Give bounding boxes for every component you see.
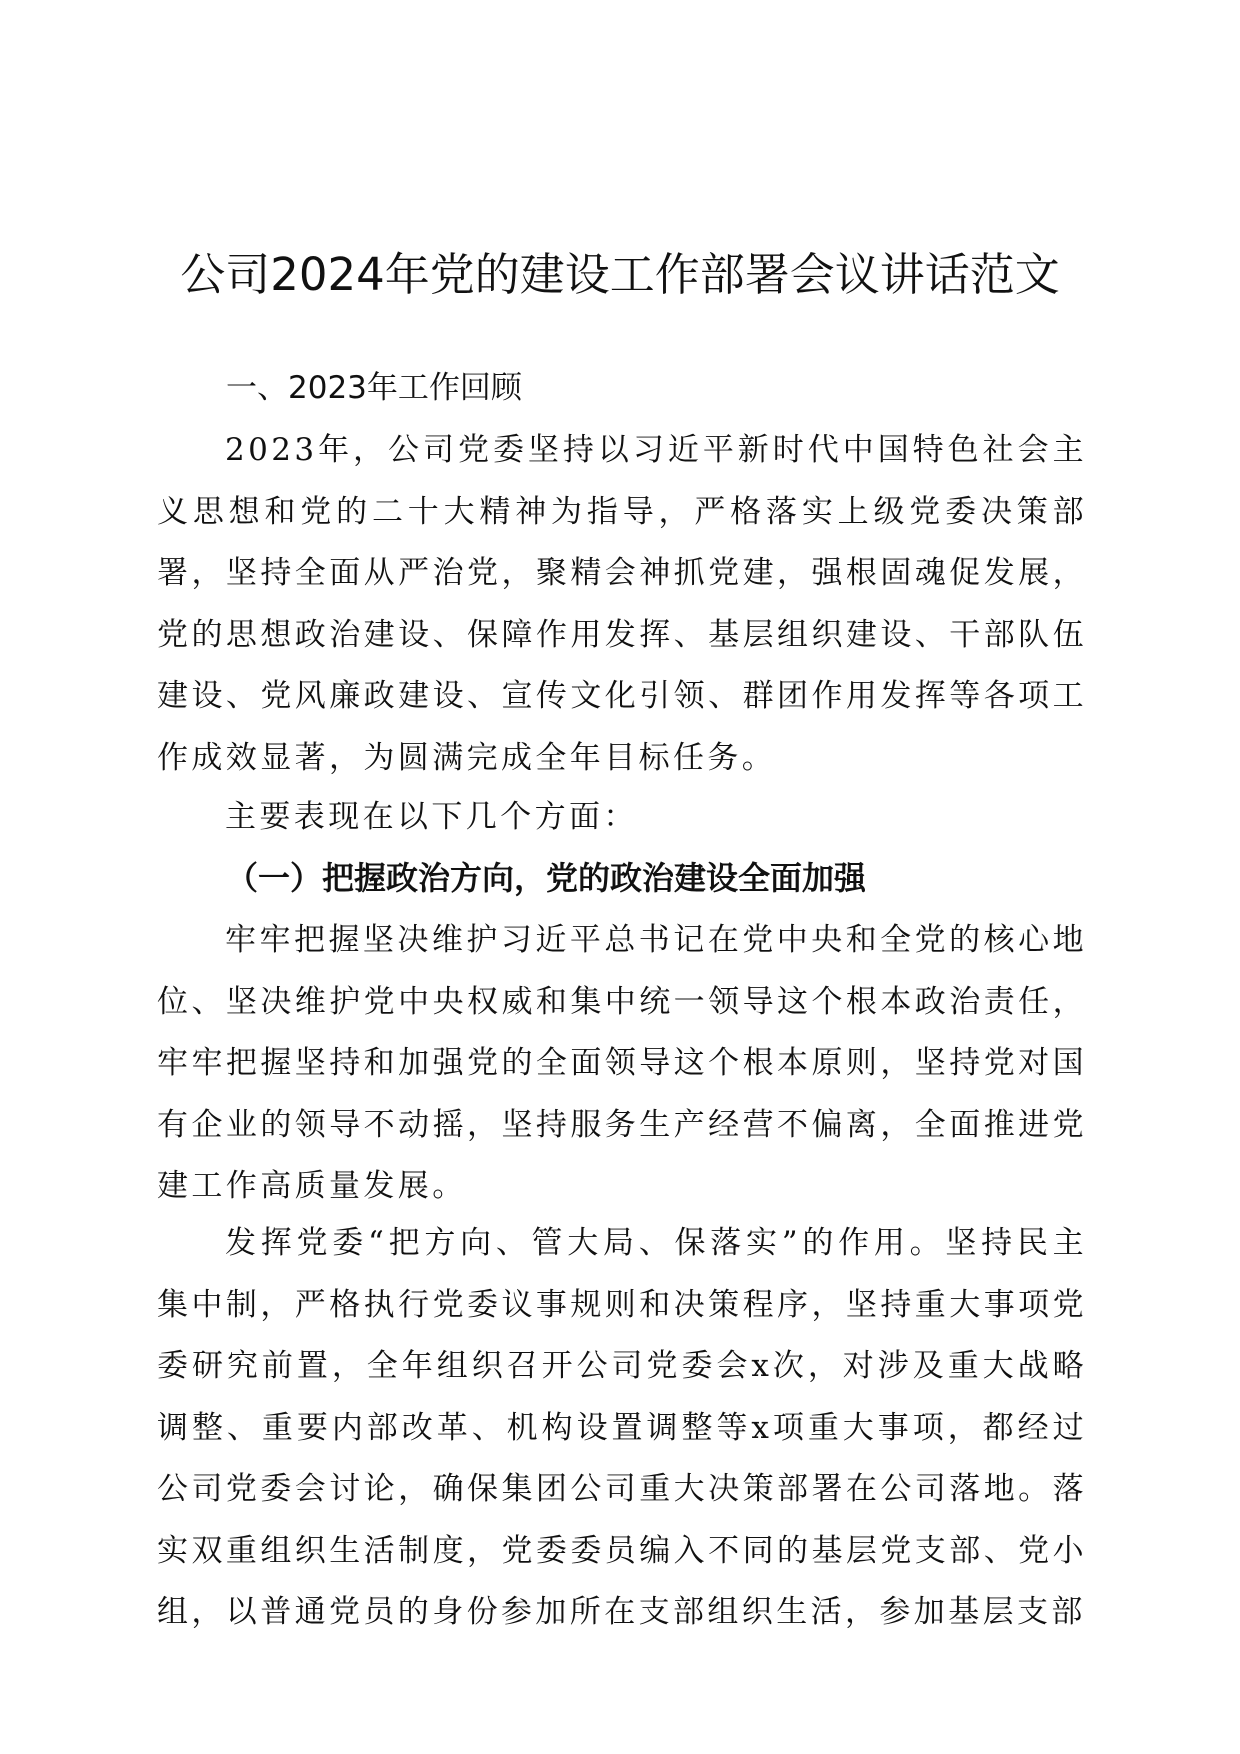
paragraph-aspects-intro: 主要表现在以下几个方面： xyxy=(225,799,638,835)
paragraph-party-committee-role: 发挥党委“把方向、管大局、保落实”的作用。坚持民主集中制，严格执行党委议事规则和决策程序，坚持重大事项党委研究前置，全年组织召开公司党委会x次，对涉及重大战略调整、重要内部改革、机构设置调整等x项重大事项，都经过公司党委会讨论，确保集团公司重大决策部署在公司落地。落实双重组织生活制度，党委委员编入不同的基层党支部、党小组，以普通党员的身份参加所在支部组织生活，参加基层支部 xyxy=(157,1225,1087,1630)
document-title: 公司2024年党的建设工作部署会议讲话范文 xyxy=(180,248,1060,301)
subsection-heading-political: （一）把握政治方向，党的政治建设全面加强 xyxy=(226,859,867,897)
paragraph-review-summary: 2023年，公司党委坚持以习近平新时代中国特色社会主义思想和党的二十大精神为指导，严格落实上级党委决策部署，坚持全面从严治党，聚精会神抓党建，强根固魂促发展，党的思想政治建设、保障作用发挥、基层组织建设、干部队伍建设、党风廉政建设、宣传文化引领、群团作用发挥等各项工作成效显著，为圆满完成全年目标任务。 xyxy=(157,432,1087,776)
paragraph-political-direction: 牢牢把握坚决维护习近平总书记在党中央和全党的核心地位、坚决维护党中央权威和集中统一领导这个根本政治责任，牢牢把握坚持和加强党的全面领导这个根本原则，坚持党对国有企业的领导不动摇，坚持服务生产经营不偏离，全面推进党建工作高质量发展。 xyxy=(157,922,1087,1204)
section-heading-review: 一、2023年工作回顾 xyxy=(226,370,522,406)
